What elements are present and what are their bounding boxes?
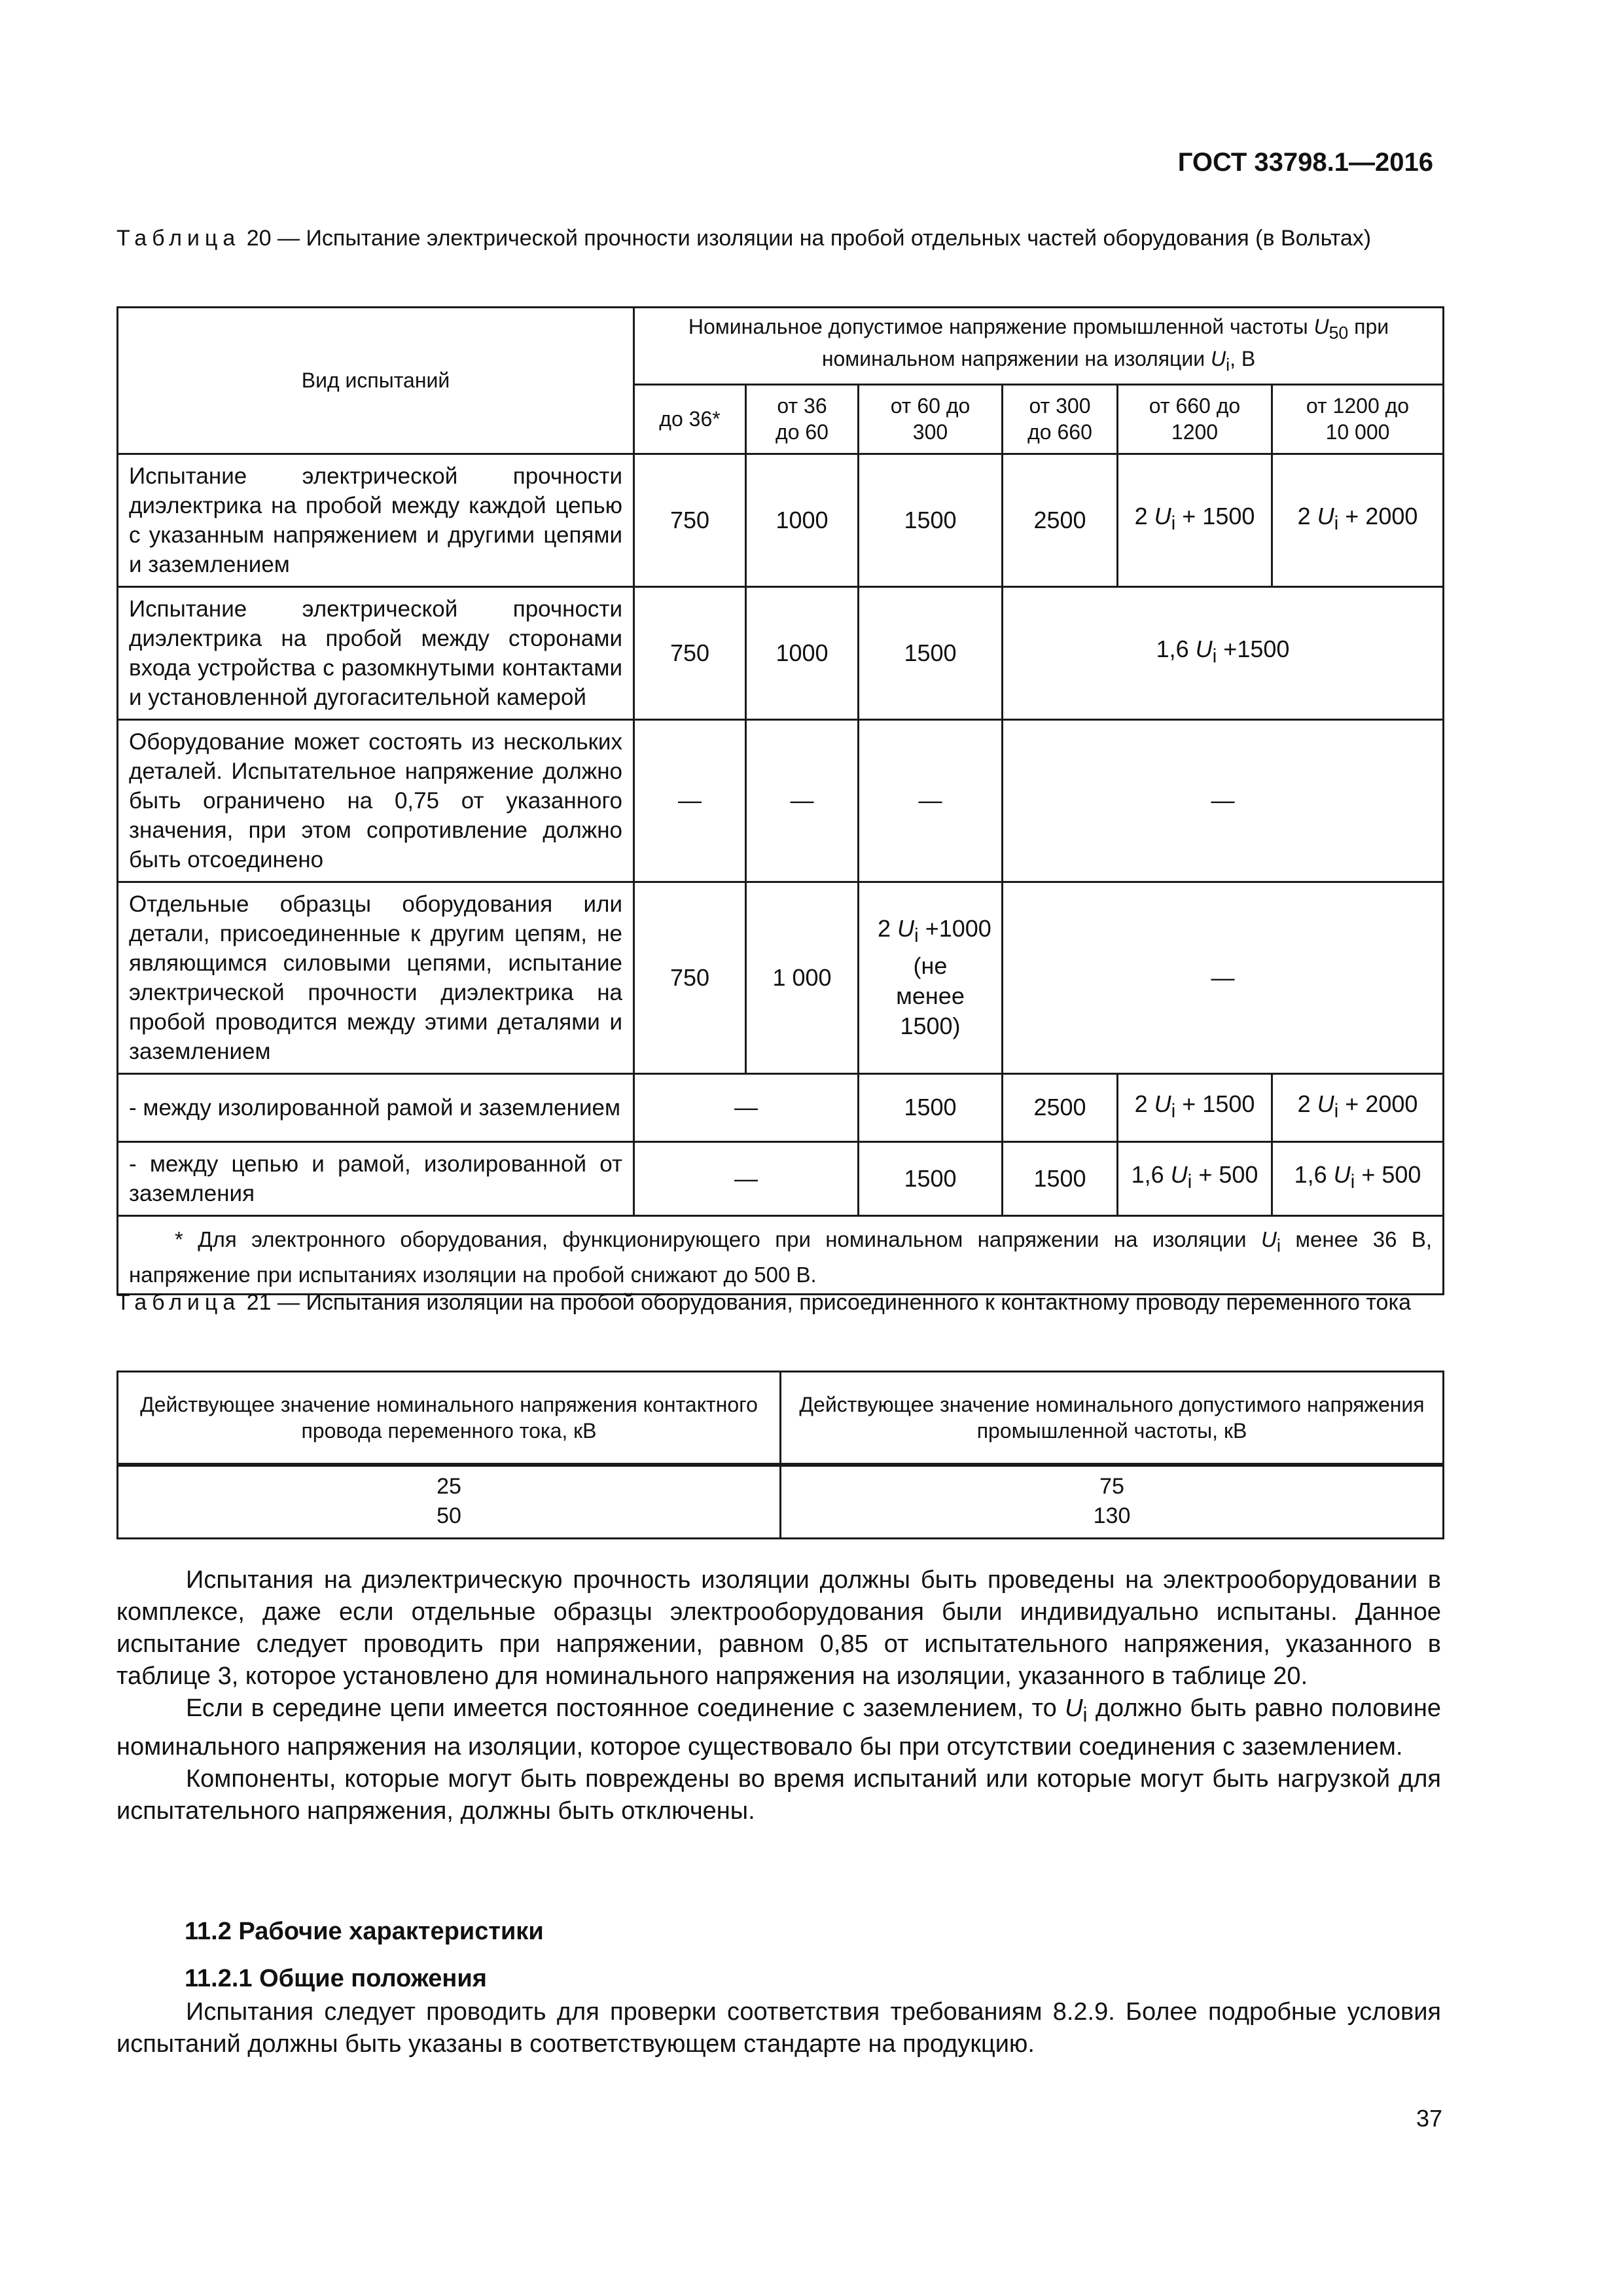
header-voltage: Номинальное допустимое напряжение промышленной частоты $U_{50}$ при номинальном напряжении на изоляции $U_i$, В: [634, 308, 1444, 385]
cell-formula: 2 $U_i + 1500$: [1118, 1073, 1272, 1141]
row-label: - между цепью и рамой, изолированной от заземления: [118, 1141, 634, 1215]
section-heading-11-2-1: 11.2.1 Общие положения: [185, 1965, 487, 1992]
cell-formula: 2 $U_i + 1500$: [1118, 454, 1272, 586]
cell: 2500: [1003, 1073, 1118, 1141]
col-header: до 36*: [634, 384, 746, 454]
cell: 1500: [859, 454, 1003, 586]
cell: 75 130: [781, 1465, 1444, 1539]
table-row: [118, 454, 1444, 586]
cell: —: [634, 1141, 859, 1215]
row-label: Отдельные образцы оборудования или детали, присоединенные к другим цепям, не являющимся силовыми цепями, испытание электрической прочности диэлектрика на пробой проводится между этими деталями и заземлением: [118, 882, 634, 1073]
cell: 750: [634, 882, 746, 1073]
table20-caption-label: Таблица: [116, 226, 241, 251]
cell: —: [1003, 882, 1444, 1073]
cell: 2500: [1003, 454, 1118, 586]
paragraph: Компоненты, которые могут быть повреждены во время испытаний или которые могут быть нагрузкой для испытательного напряжения, должны быть отключены.: [116, 1765, 1441, 1825]
col-header: от 660 до 1200: [1118, 384, 1272, 454]
table-row: [118, 1141, 1444, 1215]
cell: 1500: [859, 1141, 1003, 1215]
cell: —: [859, 719, 1003, 882]
table-footnote-row: [118, 1215, 1444, 1295]
table-row: [118, 586, 1444, 719]
cell: 750: [634, 586, 746, 719]
table-21: [116, 1371, 1444, 1539]
cell-formula: 2 $U_i + 2000$: [1272, 454, 1444, 586]
table-row: [118, 882, 1444, 1073]
table20-caption: [116, 224, 1441, 253]
row-label: Оборудование может состоять из нескольких деталей. Испытательное напряжение должно быть ограничено на 0,75 от указанного значения, при этом сопротивление должно быть отсоединено: [118, 719, 634, 882]
section-heading-11-2: 11.2 Рабочие характеристики: [185, 1918, 544, 1945]
body-paragraphs-2: [116, 1996, 1441, 2060]
row-label: Испытание электрической прочности диэлектрика на пробой между каждой цепью с указанным напряжением и другими цепями и заземлением: [118, 454, 634, 586]
cell-formula: 2 $U_i +1000$ (не менее 1500): [859, 882, 1003, 1073]
header-contact-voltage: Действующее значение номинального напряжения контактного провода переменного тока, кВ: [118, 1372, 781, 1465]
cell: —: [634, 719, 746, 882]
paragraph: Испытания на диэлектрическую прочность изоляции должны быть проведены на электрооборудовании в комплексе, даже если отдельные образцы электрооборудования были индивидуально испытаны. Данное испытание следует проводить при напряжении, равном 0,85 от испытательного напряжения, указанного в таблице 3, которое установлено для номинального напряжения на изоляции, указанного в таблице 20.: [116, 1566, 1441, 1690]
cell-formula: 1,6 $U_i + 500$: [1272, 1141, 1444, 1215]
page-number: 37: [1416, 2105, 1442, 2132]
table-row: [118, 1465, 1444, 1539]
paragraph: Испытания следует проводить для проверки соответствия требованиям 8.2.9. Более подробные условия испытаний должны быть указаны в соответствующем стандарте на продукцию.: [116, 1998, 1441, 2058]
header-test-type: Вид испытаний: [118, 308, 634, 454]
body-paragraphs: [116, 1564, 1441, 1827]
cell: —: [746, 719, 859, 882]
cell: 1000: [746, 586, 859, 719]
cell-formula: 1,6 $U_i +1500$: [1003, 586, 1444, 719]
table-row: [118, 719, 1444, 882]
cell: 1500: [859, 1073, 1003, 1141]
table20-footnote: * Для электронного оборудования, функционирующего при номинальном напряжении на изоляции $U_i$ менее 36 В, напряжение при испытаниях изоляции на пробой снижают до 500 В.: [118, 1215, 1444, 1295]
cell-formula: 1,6 $U_i + 500$: [1118, 1141, 1272, 1215]
cell: —: [634, 1073, 859, 1141]
table-20: [116, 306, 1444, 1295]
row-label: Испытание электрической прочности диэлектрика на пробой между сторонами входа устройства с разомкнутыми контактами и установленной дугогасительной камерой: [118, 586, 634, 719]
table21-caption-text: 21 — Испытания изоляции на пробой оборудования, присоединенного к контактному проводу переменного тока: [240, 1290, 1411, 1315]
cell: 750: [634, 454, 746, 586]
cell-formula: 2 $U_i + 2000$: [1272, 1073, 1444, 1141]
col-header: от 36 до 60: [746, 384, 859, 454]
cell: 1000: [746, 454, 859, 586]
cell: 1500: [1003, 1141, 1118, 1215]
cell: 1500: [859, 586, 1003, 719]
row-label: - между изолированной рамой и заземлением: [118, 1073, 634, 1141]
cell: 25 50: [118, 1465, 781, 1539]
table20-caption-text: 20 — Испытание электрической прочности изоляции на пробой отдельных частей оборудования (в Вольтах): [240, 226, 1372, 251]
col-header: от 60 до 300: [859, 384, 1003, 454]
table21-caption: [116, 1288, 1441, 1318]
cell: —: [1003, 719, 1444, 882]
col-header: от 300 до 660: [1003, 384, 1118, 454]
col-header: от 1200 до 10 000: [1272, 384, 1444, 454]
table21-caption-label: Таблица: [116, 1290, 241, 1315]
header-test-voltage: Действующее значение номинального допустимого напряжения промышленной частоты, кВ: [781, 1372, 1444, 1465]
document-id: ГОСТ 33798.1—2016: [1177, 148, 1433, 177]
cell: 1 000: [746, 882, 859, 1073]
table-row: [118, 1073, 1444, 1141]
paragraph: Если в середине цепи имеется постоянное соединение с заземлением, то $U_i$ должно быть равно половине номинального напряжения на изоляции, которое существовало бы при отсутствии соединения с заземлением.: [116, 1695, 1441, 1761]
